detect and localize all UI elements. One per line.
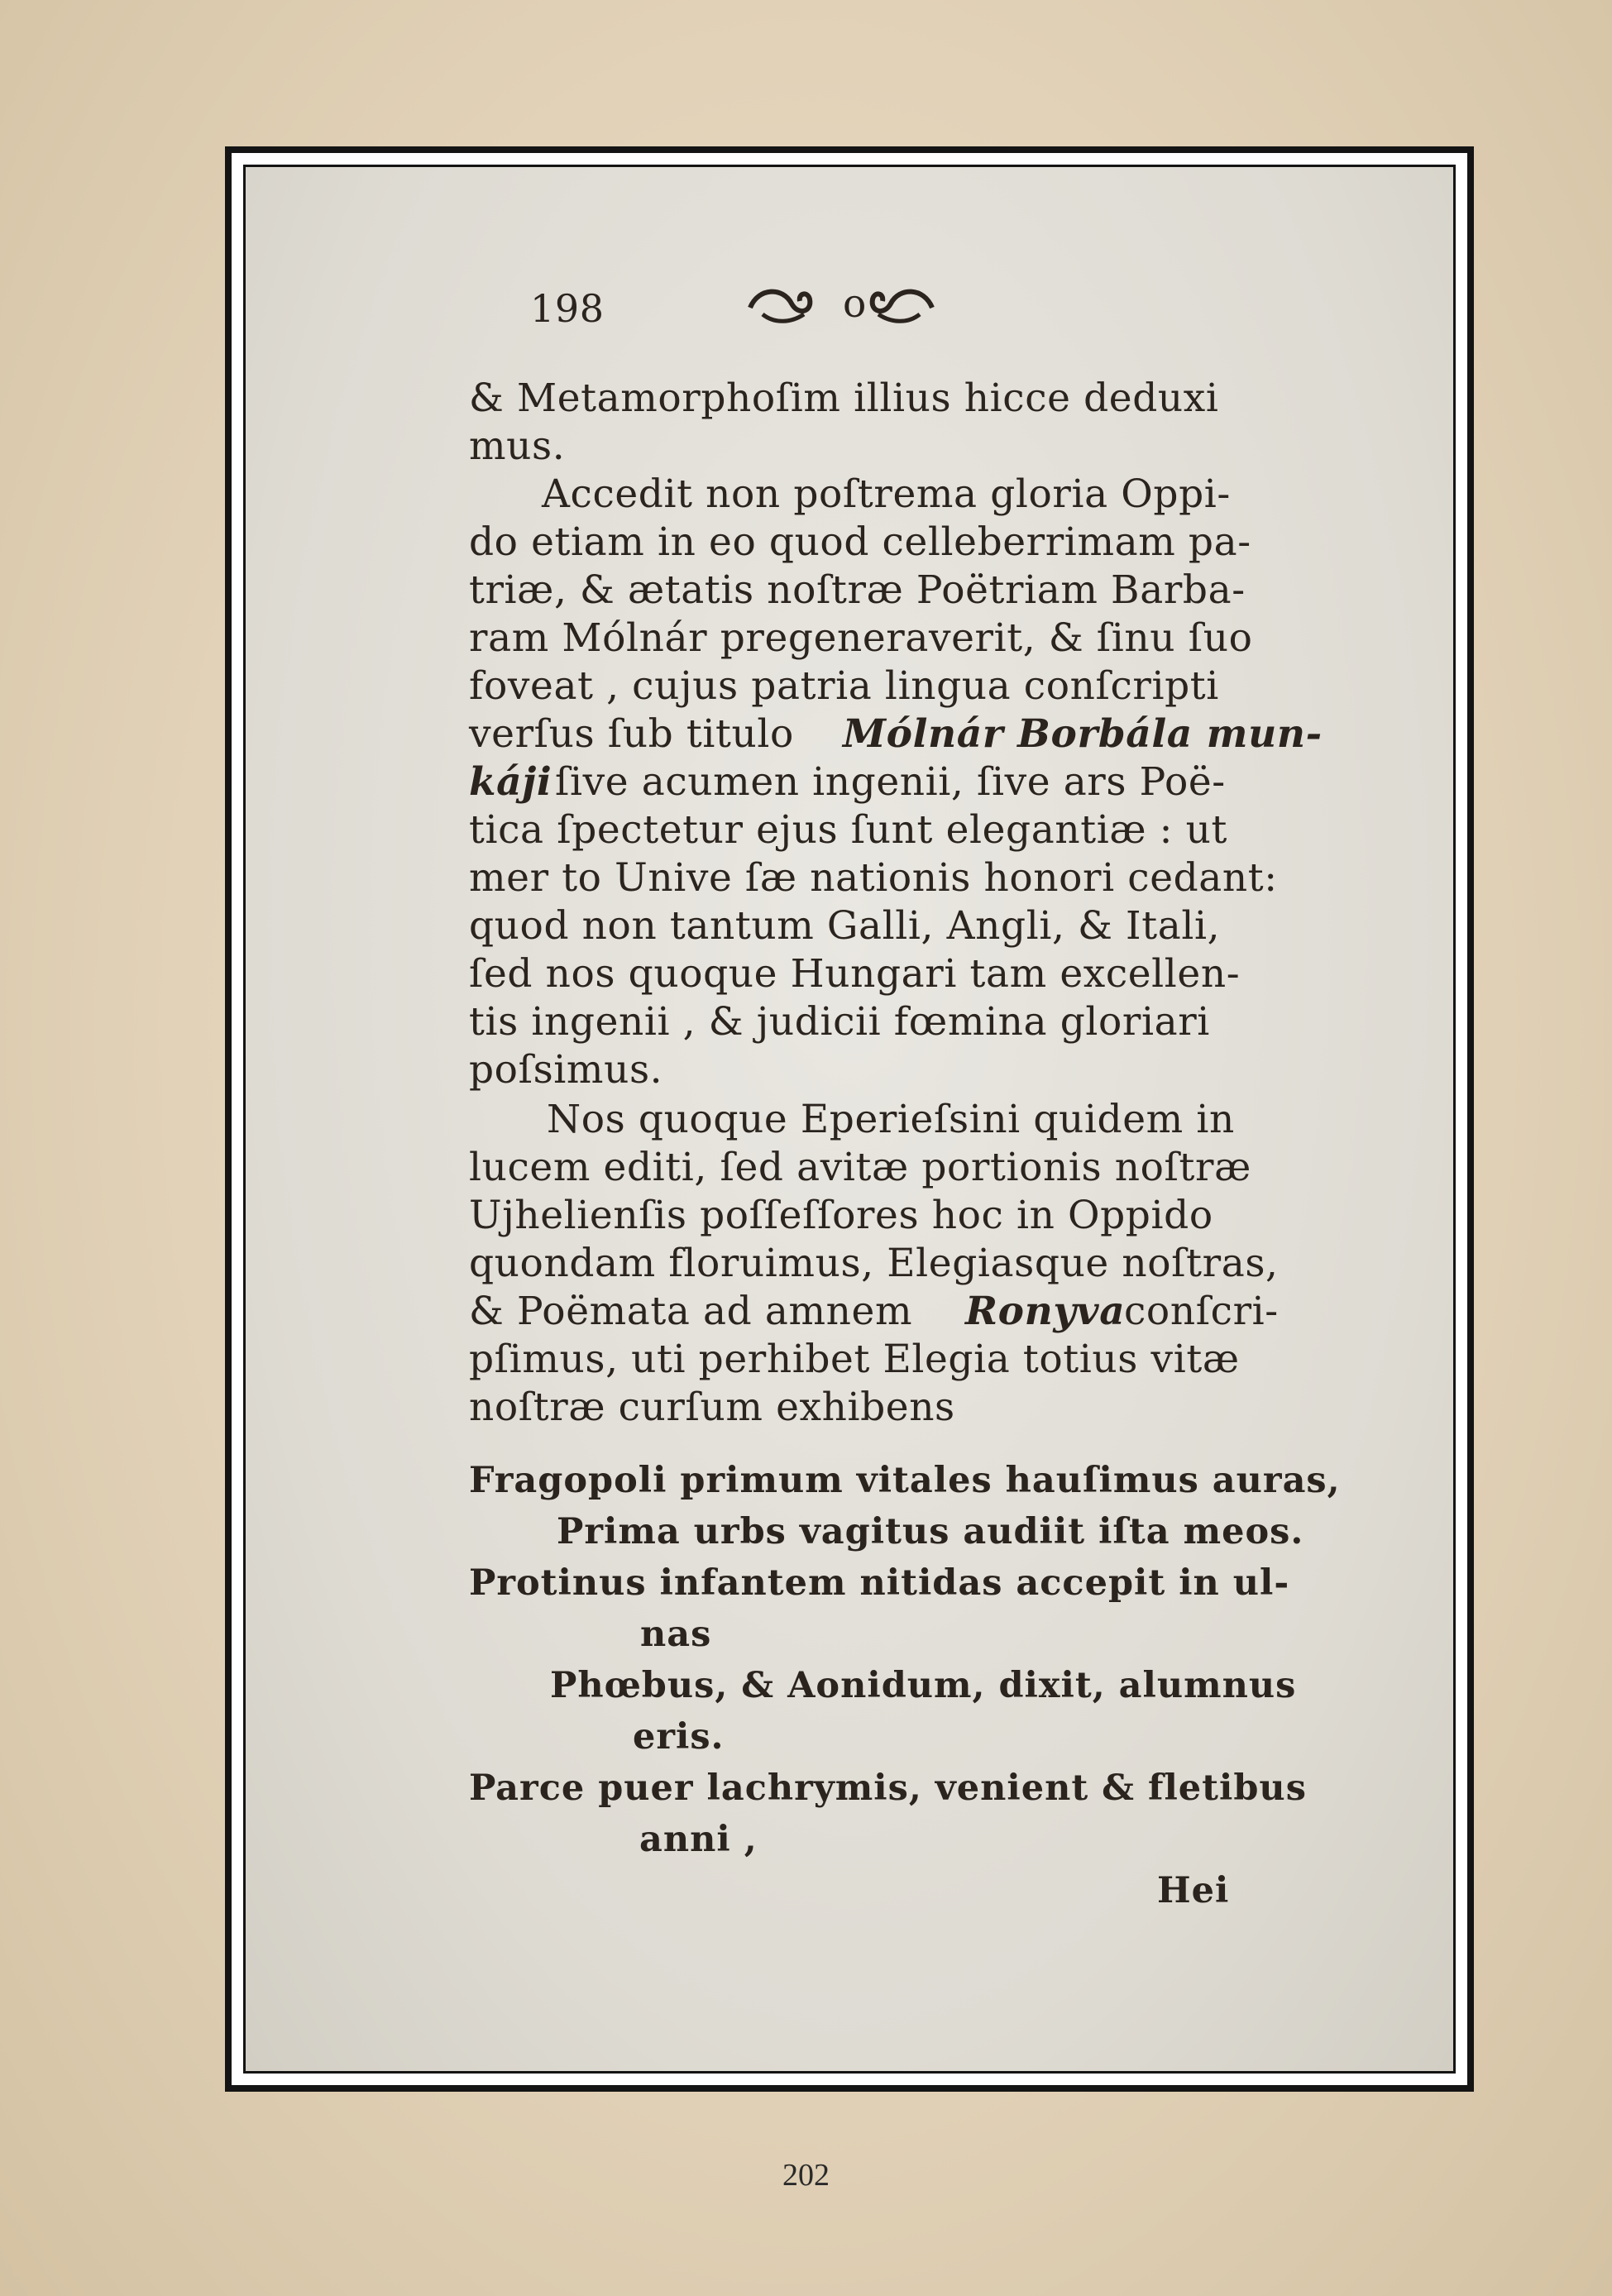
- text-line: ſive acumen ingenii, ſive ars Poë-: [555, 759, 1226, 805]
- text-line: do etiam in eo quod celleberrimam pa-: [469, 519, 1251, 565]
- text-line: quod non tantum Galli, Angli, & Itali,: [469, 903, 1221, 949]
- text-line: & Poëmata ad amnem: [469, 1289, 913, 1334]
- text-line: & Metamorphoſim illius hicce deduxi: [469, 375, 1219, 421]
- italic-river-name: Ronyva: [965, 1289, 1126, 1334]
- header-ornament: [734, 275, 949, 332]
- italic-title: Mólnár Borbála mun-: [843, 711, 1323, 757]
- text-line: tica ſpectetur ejus ſunt elegantiæ : ut: [469, 807, 1227, 853]
- text-line: mus.: [469, 423, 566, 469]
- page-number-footer: 202: [782, 2158, 830, 2193]
- text-line: poſsimus.: [469, 1047, 663, 1093]
- verse-line: Phœbus, & Aonidum, dixit, alumnus: [550, 1665, 1297, 1706]
- text-line: Accedit non poſtrema gloria Oppi-: [542, 471, 1231, 517]
- verse-line: anni ,: [639, 1819, 758, 1860]
- verse-line: Fragopoli primum vitales hauſimus auras,: [469, 1460, 1341, 1501]
- header-center-mark: o: [843, 281, 867, 327]
- text-line: ſed nos quoque Hungari tam excellen-: [469, 951, 1241, 997]
- text-line: quondam floruimus, Elegiasque noſtras,: [469, 1241, 1279, 1286]
- text-line: lucem editi, ſed avitæ portionis noſtræ: [469, 1145, 1251, 1190]
- text-line: mer to Unive ſæ nationis honori cedant:: [469, 855, 1278, 901]
- italic-title-cont: káji: [469, 759, 552, 805]
- verse-line: Protinus infantem nitidas accepit in ul-: [469, 1562, 1290, 1604]
- scan-frame: [225, 146, 1474, 2092]
- text-line: tis ingenii , & judicii fœmina gloriari: [469, 999, 1210, 1045]
- text-line: foveat , cujus patria lingua conſcripti: [469, 663, 1219, 709]
- text-line: noſtræ curſum exhibens: [469, 1385, 955, 1430]
- page-number-header: 198: [530, 286, 605, 331]
- text-line: ram Mólnár pregeneraverit, & ſinu ſuo: [469, 615, 1253, 661]
- verse-line: Parce puer lachrymis, venient & fletibus: [469, 1767, 1307, 1809]
- text-line: conſcri-: [1124, 1289, 1279, 1334]
- text-line: Nos quoque Eperieſsini quidem in: [547, 1097, 1235, 1142]
- page-text: [246, 167, 1453, 2071]
- verse-line: Prima urbs vagitus audiit iſta meos.: [557, 1511, 1304, 1552]
- verse-line: eris.: [633, 1716, 725, 1758]
- verse-line: nas: [640, 1614, 712, 1655]
- text-line: Ujhelienſis poſſeſſores hoc in Oppido: [469, 1193, 1213, 1238]
- book-page: [243, 165, 1456, 2074]
- text-line: verſus ſub titulo: [469, 711, 794, 757]
- catchword: Hei: [1157, 1870, 1230, 1911]
- text-line: pſimus, uti perhibet Elegia totius vitæ: [469, 1337, 1240, 1382]
- text-line: triæ, & ætatis noſtræ Poëtriam Barba-: [469, 567, 1246, 613]
